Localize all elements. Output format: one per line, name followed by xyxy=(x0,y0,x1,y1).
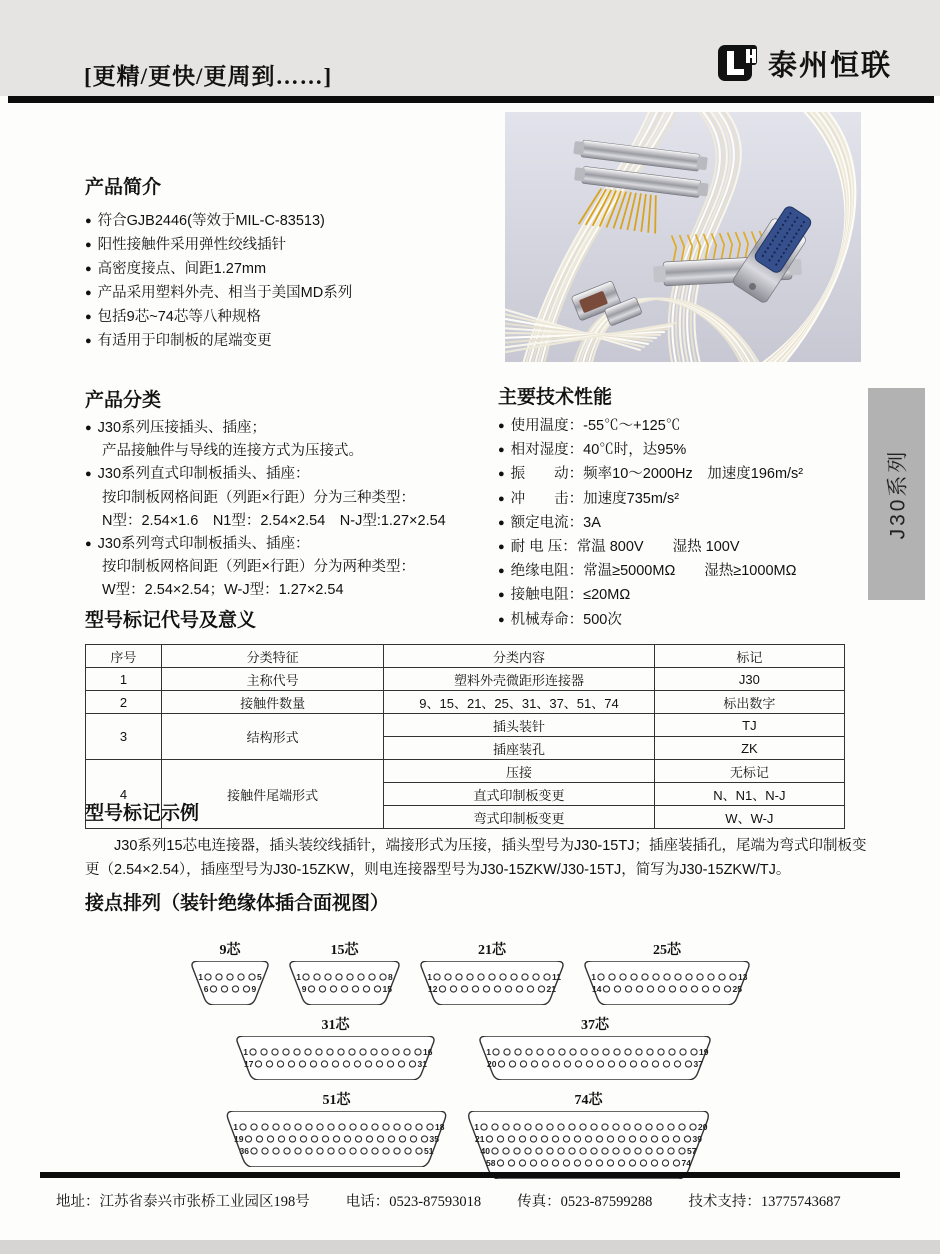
svg-text:11: 11 xyxy=(552,971,561,982)
tech-item: ● 冲 击：加速度735m/s² xyxy=(498,490,680,507)
intro-item: ● 产品采用塑料外壳、相当于美国MD系列 xyxy=(85,285,353,302)
product-photo xyxy=(505,112,861,362)
bullet-icon: ● xyxy=(85,287,92,300)
classify-line: ● J30系列弯式印制板插头、插座： xyxy=(85,535,310,552)
bullet-icon: ● xyxy=(85,422,92,434)
bullet-icon: ● xyxy=(85,468,92,481)
cell-mark: 无标记 xyxy=(654,760,844,783)
pin-figure-label: 21芯 xyxy=(478,943,506,958)
cell-no: 4 xyxy=(86,760,162,829)
svg-text:36: 36 xyxy=(239,1145,249,1156)
pin-figure xyxy=(478,1014,712,1080)
pin-figure xyxy=(466,1089,711,1179)
svg-text:19: 19 xyxy=(699,1046,709,1057)
pin-figure xyxy=(235,1014,436,1080)
tech-item: ● 耐 电 压：常温 800V 湿热 100V xyxy=(498,539,740,556)
svg-text:6: 6 xyxy=(203,983,209,994)
classify-line: W型：2.54×2.54；W-J型：1.27×2.54 xyxy=(102,582,344,599)
pin-figure-label: 51芯 xyxy=(322,1093,351,1108)
bullet-icon: ● xyxy=(498,420,505,432)
classify-title: 产品分类 xyxy=(85,390,162,411)
header-band xyxy=(0,0,940,96)
series-side-tab-label: J30系列 xyxy=(886,448,910,540)
pin-figure xyxy=(190,939,270,1005)
bullet-icon: ● xyxy=(85,239,92,252)
svg-text:51: 51 xyxy=(424,1145,434,1156)
svg-text:18: 18 xyxy=(435,1121,445,1132)
table-header-cell: 标记 xyxy=(654,645,844,668)
header-slogan: [更精/更快/更周到……] xyxy=(84,64,333,89)
bottom-rule xyxy=(40,1172,900,1178)
svg-text:16: 16 xyxy=(423,1046,433,1057)
bullet-icon: ● xyxy=(498,468,505,481)
brand xyxy=(717,42,892,84)
svg-text:39: 39 xyxy=(692,1133,702,1144)
cell-mark: J30 xyxy=(654,668,844,691)
svg-text:1: 1 xyxy=(474,1121,479,1132)
table-header-row xyxy=(86,645,845,668)
svg-text:17: 17 xyxy=(244,1058,254,1069)
bullet-icon: ● xyxy=(85,311,92,324)
tech-title: 主要技术性能 xyxy=(498,387,613,408)
tech-item: ● 机械寿命：500次 xyxy=(498,611,622,628)
cell-mark: ZK xyxy=(654,737,844,760)
svg-text:37: 37 xyxy=(693,1058,703,1069)
bullet-icon: ● xyxy=(85,215,92,227)
footer-item: 传真：0523-87599288 xyxy=(517,1194,653,1210)
table-row xyxy=(86,760,845,783)
example-title: 型号标记示例 xyxy=(85,803,200,824)
intro-item: ● 包括9芯~74芯等八种规格 xyxy=(85,309,261,326)
tech-item: ● 使用温度：-55℃～+125℃ xyxy=(498,418,681,434)
section-pin-layout xyxy=(85,888,885,1188)
bullet-icon: ● xyxy=(498,492,505,505)
intro-item: ● 符合GJB2446(等效于MIL-C-83513) xyxy=(85,213,325,229)
svg-text:25: 25 xyxy=(732,983,742,994)
section-model-table xyxy=(85,605,860,829)
tech-item: ● 额定电流：3A xyxy=(498,514,601,531)
bullet-icon: ● xyxy=(498,541,505,554)
footer-contacts xyxy=(56,1190,906,1211)
table-header-cell: 分类内容 xyxy=(384,645,654,668)
pin-figure-label: 15芯 xyxy=(330,943,359,958)
classify-list xyxy=(85,417,497,603)
pin-figure xyxy=(225,1089,448,1167)
cell-no: 3 xyxy=(86,714,162,760)
company-logo-icon xyxy=(717,42,759,84)
tech-item: ● 相对湿度：40℃时，达95% xyxy=(498,442,687,459)
svg-text:15: 15 xyxy=(382,983,392,994)
intro-item: ● 高密度接点、间距1.27mm xyxy=(85,261,267,278)
classify-line: N型：2.54×1.6 N1型：2.54×2.54 N-J型:1.27×2.54 xyxy=(102,512,446,529)
section-classify xyxy=(85,385,497,603)
table-row xyxy=(86,714,845,737)
svg-text:1: 1 xyxy=(233,1121,238,1132)
pin-figure-label: 31芯 xyxy=(321,1018,350,1033)
cell-feature: 接触件尾端形式 xyxy=(161,760,383,829)
bullet-icon: ● xyxy=(498,444,505,457)
svg-text:9: 9 xyxy=(301,983,307,994)
cell-feature: 主称代号 xyxy=(161,668,383,691)
pin-layout-title: 接点排列（装针绝缘体插合面视图） xyxy=(85,893,390,914)
footer-item: 电话：0523-87593018 xyxy=(345,1194,482,1210)
brand-name: 泰州恒联 xyxy=(767,49,892,82)
bullet-icon: ● xyxy=(498,516,505,529)
svg-text:1: 1 xyxy=(296,971,301,982)
svg-text:8: 8 xyxy=(388,971,393,982)
section-intro xyxy=(85,172,490,353)
tech-item: ● 接触电阻：≤20MΩ xyxy=(498,587,631,604)
svg-text:12: 12 xyxy=(428,983,438,994)
svg-text:1: 1 xyxy=(198,971,203,982)
svg-text:14: 14 xyxy=(592,983,602,994)
svg-text:20: 20 xyxy=(698,1121,708,1132)
cell-feature: 接触件数量 xyxy=(161,691,383,714)
pin-figure xyxy=(419,939,565,1005)
model-table-title: 型号标记代号及意义 xyxy=(85,610,257,631)
svg-text:1: 1 xyxy=(243,1046,248,1057)
bullet-icon: ● xyxy=(498,565,505,578)
bullet-icon: ● xyxy=(498,613,505,626)
cell-content: 插座装孔 xyxy=(384,737,654,760)
bullet-icon: ● xyxy=(85,537,92,550)
svg-text:74: 74 xyxy=(681,1157,691,1168)
classify-line: ● J30系列直式印制板插头、插座： xyxy=(85,466,310,483)
pin-diagram-row xyxy=(85,1089,885,1179)
pin-figure-label: 74芯 xyxy=(574,1093,603,1108)
cell-mark: N、N1、N-J xyxy=(654,783,844,806)
pin-diagram-row xyxy=(85,1014,885,1080)
svg-text:1: 1 xyxy=(486,1046,491,1057)
svg-text:1: 1 xyxy=(427,971,432,982)
cell-no: 2 xyxy=(86,691,162,714)
tech-list xyxy=(498,414,870,632)
section-tech xyxy=(498,382,870,632)
intro-list xyxy=(85,209,490,353)
svg-text:19: 19 xyxy=(234,1133,244,1144)
svg-text:21: 21 xyxy=(546,983,556,994)
svg-text:21: 21 xyxy=(475,1133,485,1144)
cell-content: 弯式印制板变更 xyxy=(384,806,654,829)
table-header-cell: 分类特征 xyxy=(161,645,383,668)
intro-item: ● 阳性接触件采用弹性绞线插针 xyxy=(85,237,287,254)
intro-title: 产品简介 xyxy=(85,177,162,198)
svg-text:20: 20 xyxy=(487,1058,497,1069)
svg-text:57: 57 xyxy=(687,1145,697,1156)
tech-item: ● 绝缘电阻：常温≥5000MΩ 湿热≥1000MΩ xyxy=(498,563,797,580)
svg-text:35: 35 xyxy=(429,1133,439,1144)
top-rule xyxy=(8,96,934,103)
cell-mark: TJ xyxy=(654,714,844,737)
svg-text:40: 40 xyxy=(480,1145,490,1156)
table-row xyxy=(86,668,845,691)
svg-text:58: 58 xyxy=(486,1157,496,1168)
table-row xyxy=(86,691,845,714)
cell-content: 直式印制板变更 xyxy=(384,783,654,806)
cell-content: 9、15、21、25、31、37、51、74 xyxy=(384,691,654,714)
cell-no: 1 xyxy=(86,668,162,691)
pin-figure-label: 25芯 xyxy=(653,943,681,958)
pin-figure xyxy=(288,939,401,1005)
classify-line: ● J30系列压接插头、插座； xyxy=(85,420,267,436)
pin-diagram-row xyxy=(85,939,885,1005)
pin-figure xyxy=(583,939,751,1005)
classify-line: 按印制板网格间距（列距×行距）分为两种类型： xyxy=(102,559,415,576)
intro-item: ● 有适用于印制板的尾端变更 xyxy=(85,333,272,350)
cell-mark: 标出数字 xyxy=(654,691,844,714)
example-paragraph: J30系列15芯电连接器，插头装绞线插针，端接形式为压接，插头型号为J30-15TJ；插座装插孔，尾端为弯式印制板变更（2.54×2.54），插座型号为J30-15ZKW，则电连接器型号为J30-15ZKW/J30-15TJ，简写为J30-15ZKW/TJ。 xyxy=(85,838,867,878)
cell-content: 压接 xyxy=(384,760,654,783)
svg-text:1: 1 xyxy=(591,971,596,982)
series-side-tab xyxy=(868,388,925,600)
svg-text:13: 13 xyxy=(738,971,748,982)
svg-text:31: 31 xyxy=(417,1058,427,1069)
table-header-cell: 序号 xyxy=(86,645,162,668)
tech-item: ● 振 动：频率10～2000Hz 加速度196m/s² xyxy=(498,466,804,483)
footer-band xyxy=(0,1240,940,1254)
cell-content: 插头装针 xyxy=(384,714,654,737)
svg-text:9: 9 xyxy=(251,983,257,994)
pin-figure-label: 37芯 xyxy=(581,1018,609,1033)
svg-text:5: 5 xyxy=(257,971,262,982)
cell-mark: W、W-J xyxy=(654,806,844,829)
classify-line: 按印制板网格间距（列距×行距）分为三种类型： xyxy=(102,489,415,506)
bullet-icon: ● xyxy=(85,263,92,276)
cell-content: 塑料外壳微距形连接器 xyxy=(384,668,654,691)
footer-item: 技术支持：13775743687 xyxy=(688,1194,841,1210)
pin-diagrams xyxy=(85,939,885,1179)
bullet-icon: ● xyxy=(85,335,92,348)
classify-line: 产品接触件与导线的连接方式为压接式。 xyxy=(102,443,363,460)
footer-item: 地址：江苏省泰兴市张桥工业园区198号 xyxy=(56,1194,310,1210)
pin-figure-label: 9芯 xyxy=(219,943,241,958)
section-example xyxy=(85,798,880,883)
bullet-icon: ● xyxy=(498,589,505,602)
cell-feature: 结构形式 xyxy=(161,714,383,760)
